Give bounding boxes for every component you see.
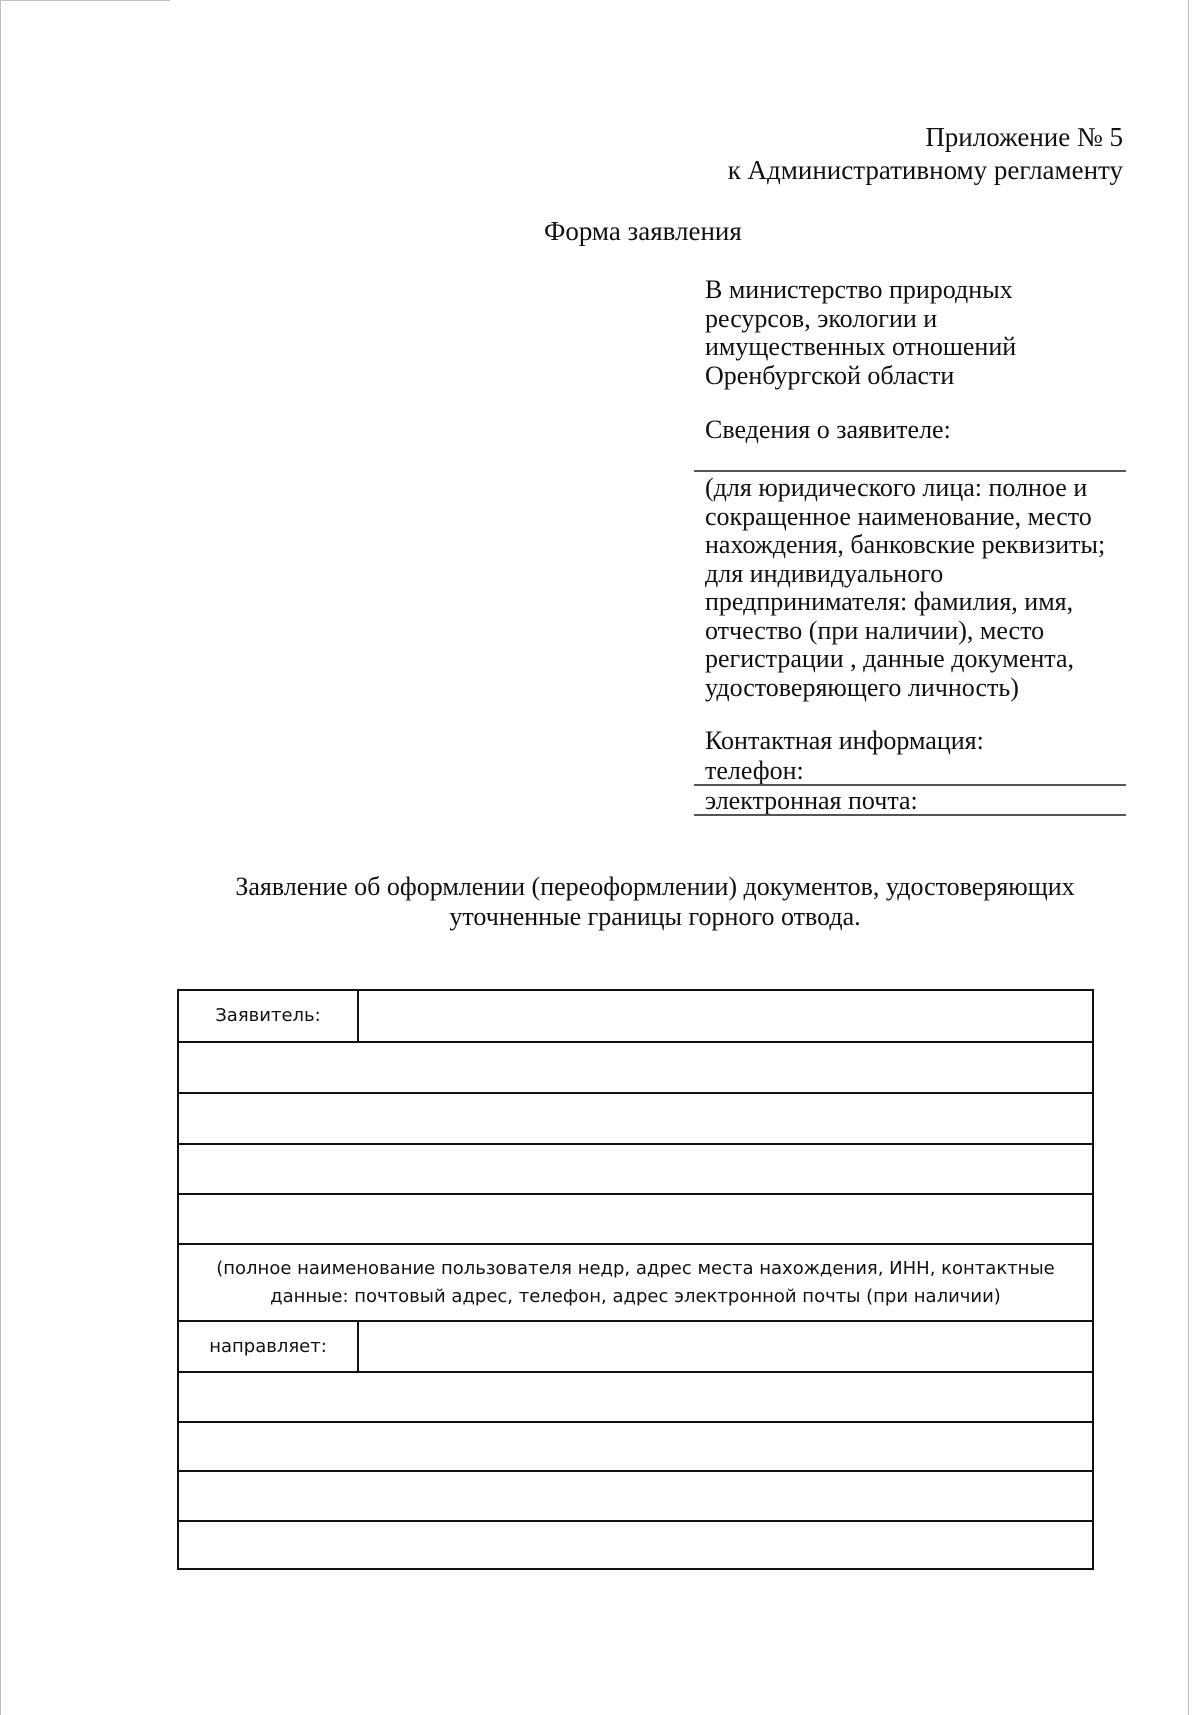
applicant-hint-line: отчество (при наличии), место bbox=[705, 615, 1045, 645]
applicant-info-hint bbox=[705, 474, 1135, 702]
addressee-line: имущественных отношений bbox=[705, 332, 1017, 361]
addressee-line: ресурсов, экологии и bbox=[705, 303, 938, 333]
scan-edge-right bbox=[1188, 0, 1189, 1715]
statement-title-line: Заявление об оформлении (переоформлении) документов, удостоверяющих bbox=[235, 872, 1075, 901]
applicant-value-cell[interactable] bbox=[359, 991, 1092, 1041]
applicant-hint-line: удостоверяющего личность) bbox=[705, 672, 1019, 702]
applicant-label: Заявитель: bbox=[215, 1005, 321, 1026]
applicant-hint-line: нахождения, банковские реквизиты; bbox=[705, 530, 1106, 559]
sends-row bbox=[179, 1322, 1092, 1373]
statement-title-line: уточненные границы горного отвода. bbox=[449, 902, 861, 931]
applicant-blank-row[interactable] bbox=[179, 1195, 1092, 1245]
applicant-blank-row[interactable] bbox=[179, 1145, 1092, 1195]
applicant-hint-line: предпринимателя: фамилия, имя, bbox=[705, 587, 1074, 616]
addressee-block bbox=[705, 276, 1095, 390]
applicant-hint-line: для индивидуального bbox=[705, 558, 944, 588]
appendix-header bbox=[563, 121, 1123, 187]
sends-blank-row[interactable] bbox=[179, 1472, 1092, 1522]
addressee-line: В министерство природных bbox=[705, 275, 1013, 304]
applicant-label-cell bbox=[179, 991, 359, 1041]
scan-edge-top bbox=[0, 0, 170, 1]
appendix-number: Приложение № 5 bbox=[925, 122, 1123, 152]
applicant-info-line[interactable] bbox=[694, 470, 1126, 472]
application-form-table bbox=[177, 989, 1094, 1570]
applicant-blank-row[interactable] bbox=[179, 1094, 1092, 1145]
applicant-row bbox=[179, 991, 1092, 1043]
addressee-line: Оренбургской области bbox=[705, 360, 955, 390]
email-field-line[interactable] bbox=[694, 814, 1126, 816]
form-title: Форма заявления bbox=[544, 216, 742, 246]
contact-info-label: Контактная информация: bbox=[705, 726, 984, 755]
sends-label: направляет: bbox=[209, 1335, 327, 1357]
sends-label-cell bbox=[179, 1322, 359, 1371]
applicant-hint-line: регистрации , данные документа, bbox=[705, 644, 1075, 673]
sends-value-cell[interactable] bbox=[359, 1322, 1092, 1371]
scan-edge-left bbox=[0, 0, 1, 1715]
statement-title bbox=[190, 872, 1120, 932]
applicant-hint-line: сокращенное наименование, место bbox=[705, 501, 1092, 531]
appendix-reference: к Административному регламенту bbox=[727, 155, 1123, 185]
applicant-blank-row[interactable] bbox=[179, 1043, 1092, 1094]
sends-blank-row[interactable] bbox=[179, 1522, 1092, 1568]
applicant-info-label: Сведения о заявителе: bbox=[705, 415, 951, 444]
sends-blank-row[interactable] bbox=[179, 1373, 1092, 1423]
email-label: электронная почта: bbox=[705, 786, 918, 815]
phone-label: телефон: bbox=[705, 756, 804, 785]
applicant-hint-line: (для юридического лица: полное и bbox=[705, 473, 1088, 502]
sends-blank-row[interactable] bbox=[179, 1423, 1092, 1472]
applicant-note: (полное наименование пользователя недр, адрес места нахождения, ИНН, контактные данные: почтовый адрес, телефон, адрес электронной почты (при наличии) bbox=[216, 1257, 1055, 1307]
applicant-note-row bbox=[179, 1245, 1092, 1322]
